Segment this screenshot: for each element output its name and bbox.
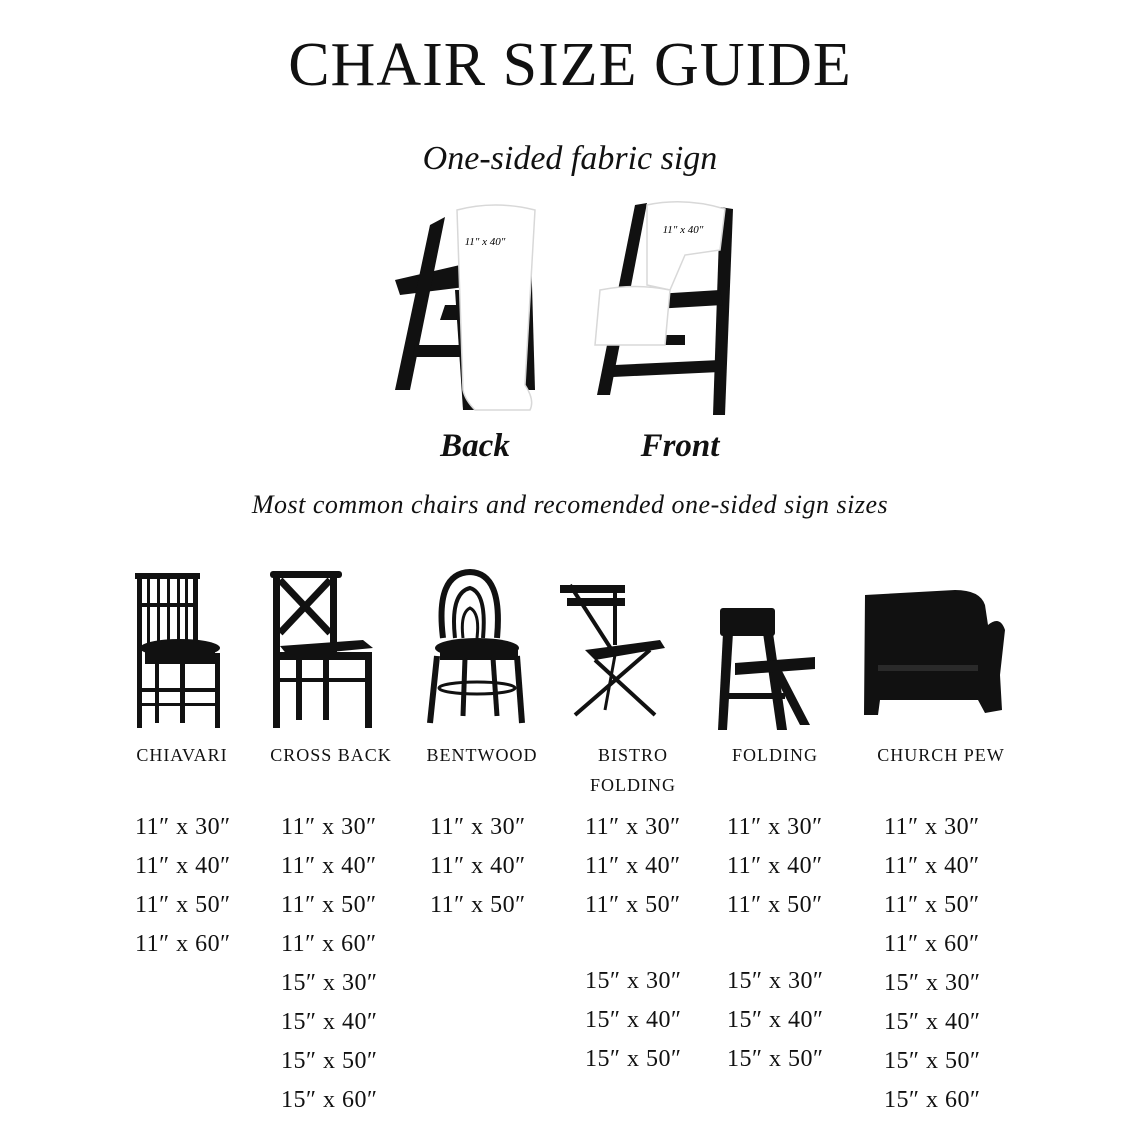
size-option: 11″ x 30″ [135, 814, 231, 840]
bentwood-chair-icon [425, 568, 525, 733]
folding-chair-back-view-icon [385, 195, 555, 425]
size-option: 11″ x 60″ [281, 931, 377, 957]
size-option: 11″ x 30″ [430, 814, 526, 840]
chiavari-chair-icon [130, 568, 230, 733]
size-option: 15″ x 30″ [884, 970, 981, 996]
chair-name-line: BISTRO [597, 745, 668, 765]
guide-caption: Most common chairs and recomended one-sided sign sizes [251, 490, 889, 519]
section-subtitle: One-sided fabric sign [422, 140, 718, 177]
size-option: 11″ x 60″ [135, 931, 231, 957]
folding-chair-front-view-icon [585, 195, 755, 425]
size-option: 11″ x 40″ [884, 853, 980, 879]
chair-name-folding: FOLDING [732, 745, 818, 765]
chair-name-bistro-folding [558, 740, 708, 800]
size-option: 15″ x 30″ [727, 968, 824, 994]
church-pew-icon [860, 585, 1010, 725]
bistro-folding-chair-icon [555, 580, 670, 720]
size-option: 11″ x 50″ [884, 892, 980, 918]
size-option: 15″ x 50″ [585, 1046, 682, 1072]
size-option: 15″ x 40″ [281, 1009, 378, 1035]
size-option: 15″ x 30″ [585, 968, 682, 994]
size-option: 11″ x 40″ [430, 853, 526, 879]
size-option: 11″ x 40″ [281, 853, 377, 879]
size-option: 15″ x 60″ [884, 1087, 981, 1113]
page-title: CHAIR SIZE GUIDE [288, 31, 852, 99]
size-option: 15″ x 40″ [727, 1007, 824, 1033]
fabric-sign-top-shape [647, 202, 725, 290]
size-option: 15″ x 50″ [281, 1048, 378, 1074]
chair-name-church-pew: CHURCH PEW [877, 745, 1005, 765]
sign-size-label-back: 11″ x 40″ [464, 236, 506, 248]
folding-chair-icon [715, 605, 820, 733]
size-option: 11″ x 40″ [727, 853, 823, 879]
front-view-label: Front [640, 428, 720, 464]
size-option: 11″ x 30″ [884, 814, 980, 840]
sizes-church-pew [884, 812, 981, 1124]
size-option: 11″ x 50″ [281, 892, 377, 918]
size-option: 11″ x 50″ [585, 892, 681, 918]
back-view-label: Back [440, 428, 510, 464]
size-option: 15″ x 40″ [585, 1007, 682, 1033]
sizes-chiavari [135, 812, 231, 968]
fabric-sign-drape-shape [595, 287, 670, 346]
size-option: 15″ x 40″ [884, 1009, 981, 1035]
size-option: 15″ x 60″ [281, 1087, 378, 1113]
size-option: 11″ x 40″ [135, 853, 231, 879]
chair-name-bentwood: BENTWOOD [426, 745, 538, 765]
size-option: 15″ x 50″ [727, 1046, 824, 1072]
chair-name-cross-back: CROSS BACK [270, 745, 392, 765]
sizes-bistro-folding [585, 812, 682, 1083]
chair-name-chiavari: CHIAVARI [136, 745, 228, 765]
size-option: 11″ x 30″ [585, 814, 681, 840]
size-option: 11″ x 30″ [281, 814, 377, 840]
cross-back-chair-icon [268, 568, 383, 733]
sign-size-label-front: 11″ x 40″ [662, 224, 704, 236]
size-option: 11″ x 50″ [135, 892, 231, 918]
size-option: 11″ x 50″ [430, 892, 526, 918]
size-option: 15″ x 30″ [281, 970, 378, 996]
sizes-folding [727, 812, 824, 1083]
size-option: 15″ x 50″ [884, 1048, 981, 1074]
chair-name-line: FOLDING [590, 775, 676, 795]
size-option: 11″ x 40″ [585, 853, 681, 879]
size-option: 11″ x 60″ [884, 931, 980, 957]
sizes-bentwood [430, 812, 526, 929]
size-option: 11″ x 30″ [727, 814, 823, 840]
sizes-cross-back [281, 812, 378, 1124]
size-option: 11″ x 50″ [727, 892, 823, 918]
